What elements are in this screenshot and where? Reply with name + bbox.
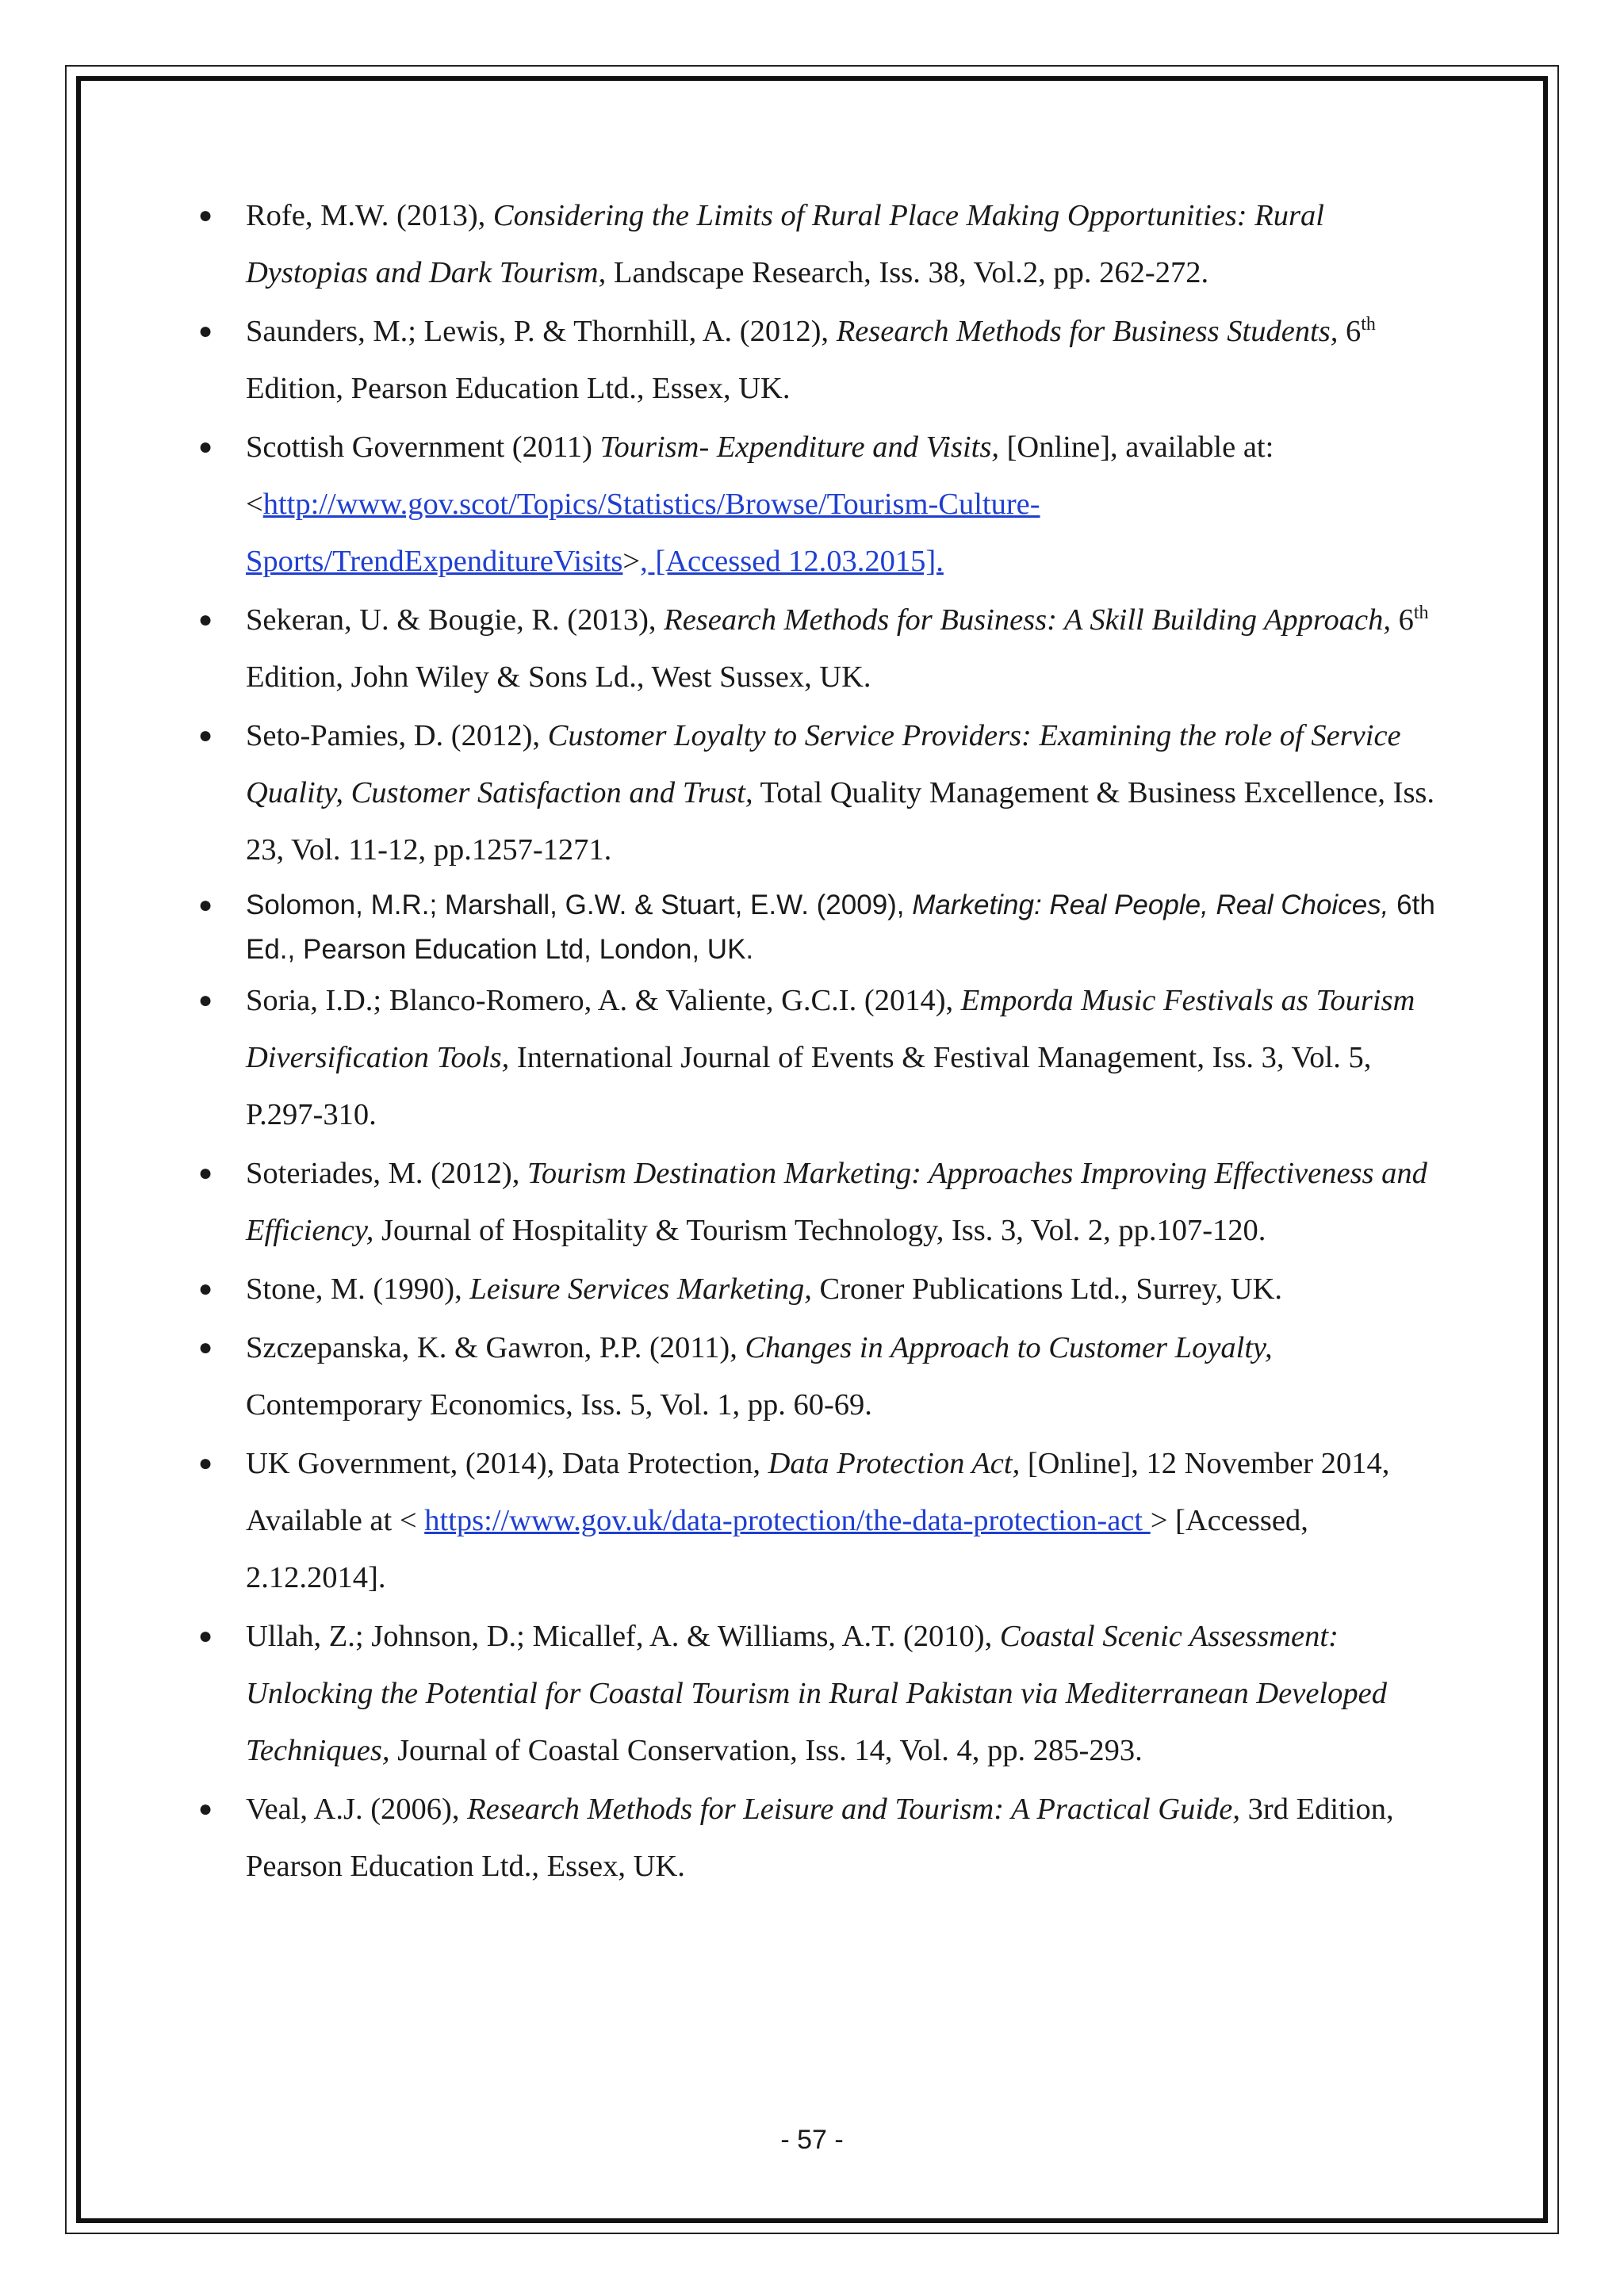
reference-title: Coastal Scenic Assessment: Unlocking the Potential for Coastal Tourism in Rural Pakistan via Mediterranean Developed Techniques, [246, 1620, 1387, 1767]
reference-list [198, 187, 1435, 1896]
reference-segment: 6 [1390, 603, 1414, 637]
reference-segment: > [622, 545, 641, 578]
reference-text [246, 315, 1376, 405]
reference-item-soria [198, 972, 1435, 1143]
reference-text [246, 1793, 1394, 1883]
reference-title: Tourism Destination Marketing: Approaches Improving Effectiveness and Efficiency, [246, 1157, 1427, 1247]
bullet-icon: ● [198, 1276, 213, 1302]
bullet-icon: ● [198, 1796, 213, 1822]
reference-link[interactable]: https://www.gov.uk/data-protection/the-data-protection-act [424, 1504, 1151, 1537]
bullet-icon: ● [198, 722, 213, 748]
page-number: - 57 - [780, 2125, 844, 2155]
reference-segment: Scottish Government (2011) [246, 430, 600, 464]
reference-segment: [Online], available at: < [246, 430, 1274, 521]
reference-segment: UK Government, (2014), Data Protection, [246, 1447, 768, 1480]
reference-segment: Journal of Hospitality & Tourism Technology, Iss. 3, Vol. 2, pp.107-120. [373, 1214, 1266, 1247]
reference-item-scottish-government [198, 419, 1435, 590]
reference-title: Research Methods for Business Students, [836, 315, 1339, 348]
reference-text [246, 199, 1324, 289]
reference-text [246, 603, 1429, 694]
reference-title: Emporda Music Festivals as Tourism Diversification Tools, [246, 984, 1415, 1074]
reference-segment: 6th Ed., Pearson Education Ltd, London, UK. [246, 890, 1435, 965]
bullet-icon: ● [198, 1160, 213, 1186]
reference-text [246, 1447, 1389, 1594]
reference-text [246, 719, 1434, 867]
reference-title: Data Protection Act, [768, 1447, 1021, 1480]
reference-segment: Solomon, M.R.; Marshall, G.W. & Stuart, E.W. (2009), [246, 890, 913, 920]
reference-text [246, 984, 1415, 1131]
reference-item-uk-government [198, 1435, 1435, 1606]
reference-title: Customer Loyalty to Service Providers: Examining the role of Service Quality, Customer Satisfaction and Trust, [246, 719, 1401, 809]
reference-text [246, 1272, 1282, 1306]
reference-title: Research Methods for Business: A Skill Building Approach, [664, 603, 1391, 637]
bullet-icon: ● [198, 318, 213, 344]
reference-segment: Ullah, Z.; Johnson, D.; Micallef, A. & Williams, A.T. (2010), [246, 1620, 1000, 1653]
superscript: th [1413, 603, 1429, 624]
reference-title: Considering the Limits of Rural Place Making Opportunities: Rural Dystopias and Dark Tourism, [246, 199, 1324, 289]
reference-text [246, 890, 1435, 965]
reference-title: Research Methods for Leisure and Tourism: A Practical Guide, [467, 1793, 1241, 1826]
reference-segment: > [Accessed, 2.12.2014]. [246, 1504, 1308, 1594]
bullet-icon: ● [198, 892, 213, 918]
reference-text [246, 1331, 1273, 1422]
reference-segment: Sekeran, U. & Bougie, R. (2013), [246, 603, 665, 637]
reference-segment: Edition, John Wiley & Sons Ld., West Sussex, UK. [246, 660, 871, 694]
reference-text [246, 1157, 1427, 1247]
reference-link[interactable]: , [Accessed 12.03.2015]. [640, 545, 944, 578]
bullet-icon: ● [198, 607, 213, 633]
reference-item-ullah [198, 1608, 1435, 1779]
reference-segment: [Online], 12 November 2014, Available at < [246, 1447, 1390, 1537]
reference-segment: Edition, Pearson Education Ltd., Essex, UK. [246, 372, 791, 405]
reference-text [246, 1620, 1387, 1767]
reference-segment: Szczepanska, K. & Gawron, P.P. (2011), [246, 1331, 745, 1364]
reference-segment: Soria, I.D.; Blanco-Romero, A. & Valiente, G.C.I. (2014), [246, 984, 961, 1017]
reference-segment: Seto-Pamies, D. (2012), [246, 719, 548, 752]
reference-item-saunders [198, 303, 1435, 417]
superscript: th [1361, 314, 1376, 335]
reference-segment: Saunders, M.; Lewis, P. & Thornhill, A. (2012), [246, 315, 837, 348]
reference-segment: Journal of Coastal Conservation, Iss. 14, Vol. 4, pp. 285-293. [389, 1734, 1143, 1767]
reference-title: Marketing: Real People, Real Choices, [912, 890, 1389, 920]
bullet-icon: ● [198, 434, 213, 460]
reference-segment: Contemporary Economics, Iss. 5, Vol. 1, pp. 60-69. [246, 1388, 872, 1422]
reference-segment: 3rd Edition, Pearson Education Ltd., Essex, UK. [246, 1793, 1394, 1883]
bullet-icon: ● [198, 987, 213, 1013]
reference-segment: Croner Publications Ltd., Surrey, UK. [811, 1272, 1283, 1306]
reference-title: Changes in Approach to Customer Loyalty, [745, 1331, 1273, 1364]
reference-item-soteriades [198, 1145, 1435, 1259]
bullet-icon: ● [198, 1334, 213, 1360]
reference-item-seto-pamies [198, 707, 1435, 878]
reference-segment: Veal, A.J. (2006), [246, 1793, 468, 1826]
reference-segment: Rofe, M.W. (2013), [246, 199, 493, 232]
reference-item-szczepanska [198, 1319, 1435, 1433]
reference-title: Leisure Services Marketing, [469, 1272, 812, 1306]
reference-item-veal [198, 1781, 1435, 1895]
reference-segment: Soteriades, M. (2012), [246, 1157, 527, 1190]
bullet-icon: ● [198, 202, 213, 228]
reference-item-solomon [198, 883, 1435, 972]
reference-title: Tourism- Expenditure and Visits, [599, 430, 999, 464]
reference-item-rofe [198, 187, 1435, 301]
reference-segment: Stone, M. (1990), [246, 1272, 470, 1306]
reference-segment: International Journal of Events & Festival Management, Iss. 3, Vol. 5, P.297-310. [246, 1041, 1372, 1131]
reference-item-stone [198, 1261, 1435, 1318]
reference-segment: 6 [1338, 315, 1362, 348]
reference-link[interactable]: http://www.gov.scot/Topics/Statistics/Browse/Tourism-Culture-Sports/TrendExpenditureVisits [246, 488, 1040, 578]
reference-item-sekeran [198, 591, 1435, 706]
reference-text [246, 430, 1274, 578]
bullet-icon: ● [198, 1623, 213, 1649]
reference-segment: Total Quality Management & Business Excellence, Iss. 23, Vol. 11-12, pp.1257-1271. [246, 776, 1435, 867]
bullet-icon: ● [198, 1450, 213, 1476]
reference-segment: Landscape Research, Iss. 38, Vol.2, pp. 262-272. [606, 256, 1209, 289]
